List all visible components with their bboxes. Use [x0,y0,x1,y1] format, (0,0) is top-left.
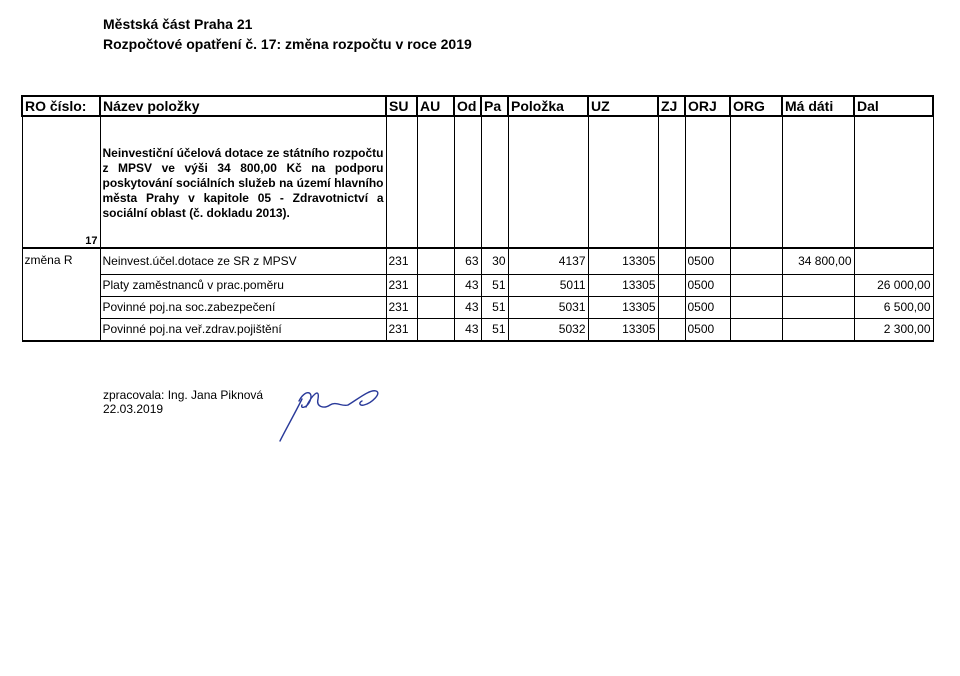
prepared-by: zpracovala: Ing. Jana Piknová [103,388,264,402]
table-row [22,274,933,296]
col-pa: Pa [481,96,508,116]
col-zj: ZJ [658,96,685,116]
ro-number: 17 [22,116,100,248]
cell-org [730,274,782,296]
cell-org [730,296,782,318]
cell-su: 231 [386,274,417,296]
cell-dal [854,248,933,274]
empty-cell [782,116,854,248]
cell-polozka: 5011 [508,274,588,296]
cell-od: 63 [454,248,481,274]
col-polozka: Položka [508,96,588,116]
cell-od: 43 [454,318,481,341]
empty-cell [854,116,933,248]
cell-org [730,248,782,274]
cell-zj [658,318,685,341]
description-text: Neinvestiční účelová dotace ze státního rozpočtu z MPSV ve výši 34 800,00 Kč na podporu poskytování sociálních služeb na území hlavního města Prahy v kapitole 05 - Zdravotnictví a sociální oblast (č. dokladu 2013). [100,116,386,248]
col-au: AU [417,96,454,116]
empty-cell [588,116,658,248]
cell-su: 231 [386,318,417,341]
cell-nazev: Povinné poj.na veř.zdrav.pojištění [100,318,386,341]
table-row [22,318,933,341]
cell-ma-dati [782,274,854,296]
document-subtitle: Rozpočtové opatření č. 17: změna rozpočtu v roce 2019 [103,36,472,52]
col-org: ORG [730,96,782,116]
cell-dal: 6 500,00 [854,296,933,318]
signature [272,381,387,443]
cell-ma-dati [782,296,854,318]
cell-nazev: Platy zaměstnanců v prac.poměru [100,274,386,296]
budget-table [21,95,934,342]
cell-zj [658,248,685,274]
col-od: Od [454,96,481,116]
cell-au [417,318,454,341]
cell-zj [658,296,685,318]
description-row [22,116,933,248]
date: 22.03.2019 [103,402,164,416]
cell-ro [22,296,100,318]
cell-nazev: Neinvest.účel.dotace ze SR z MPSV [100,248,386,274]
cell-au [417,296,454,318]
cell-nazev: Povinné poj.na soc.zabezpečení [100,296,386,318]
col-ma-dati: Má dáti [782,96,854,116]
header-row [22,96,933,116]
cell-pa: 51 [481,274,508,296]
cell-ro [22,274,100,296]
cell-su: 231 [386,248,417,274]
cell-pa: 51 [481,318,508,341]
cell-ro: změna R [22,248,100,274]
table-row [22,296,933,318]
cell-orj: 0500 [685,318,730,341]
col-ro-cislo: RO číslo: [22,96,100,116]
cell-orj: 0500 [685,248,730,274]
cell-ma-dati [782,318,854,341]
empty-cell [685,116,730,248]
cell-dal: 26 000,00 [854,274,933,296]
empty-cell [454,116,481,248]
cell-orj: 0500 [685,274,730,296]
col-uz: UZ [588,96,658,116]
document-title: Městská část Praha 21 [103,16,253,32]
cell-uz: 13305 [588,296,658,318]
cell-pa: 30 [481,248,508,274]
empty-cell [417,116,454,248]
cell-uz: 13305 [588,248,658,274]
cell-polozka: 5032 [508,318,588,341]
cell-orj: 0500 [685,296,730,318]
cell-uz: 13305 [588,318,658,341]
empty-cell [658,116,685,248]
cell-dal: 2 300,00 [854,318,933,341]
empty-cell [386,116,417,248]
col-dal: Dal [854,96,933,116]
cell-org [730,318,782,341]
cell-polozka: 4137 [508,248,588,274]
cell-zj [658,274,685,296]
cell-od: 43 [454,296,481,318]
empty-cell [481,116,508,248]
col-nazev-polozky: Název položky [100,96,386,116]
empty-cell [730,116,782,248]
col-orj: ORJ [685,96,730,116]
cell-su: 231 [386,296,417,318]
cell-uz: 13305 [588,274,658,296]
empty-cell [508,116,588,248]
cell-pa: 51 [481,296,508,318]
cell-au [417,248,454,274]
cell-au [417,274,454,296]
cell-od: 43 [454,274,481,296]
cell-ro [22,318,100,341]
cell-polozka: 5031 [508,296,588,318]
cell-ma-dati: 34 800,00 [782,248,854,274]
table-row [22,248,933,274]
col-su: SU [386,96,417,116]
